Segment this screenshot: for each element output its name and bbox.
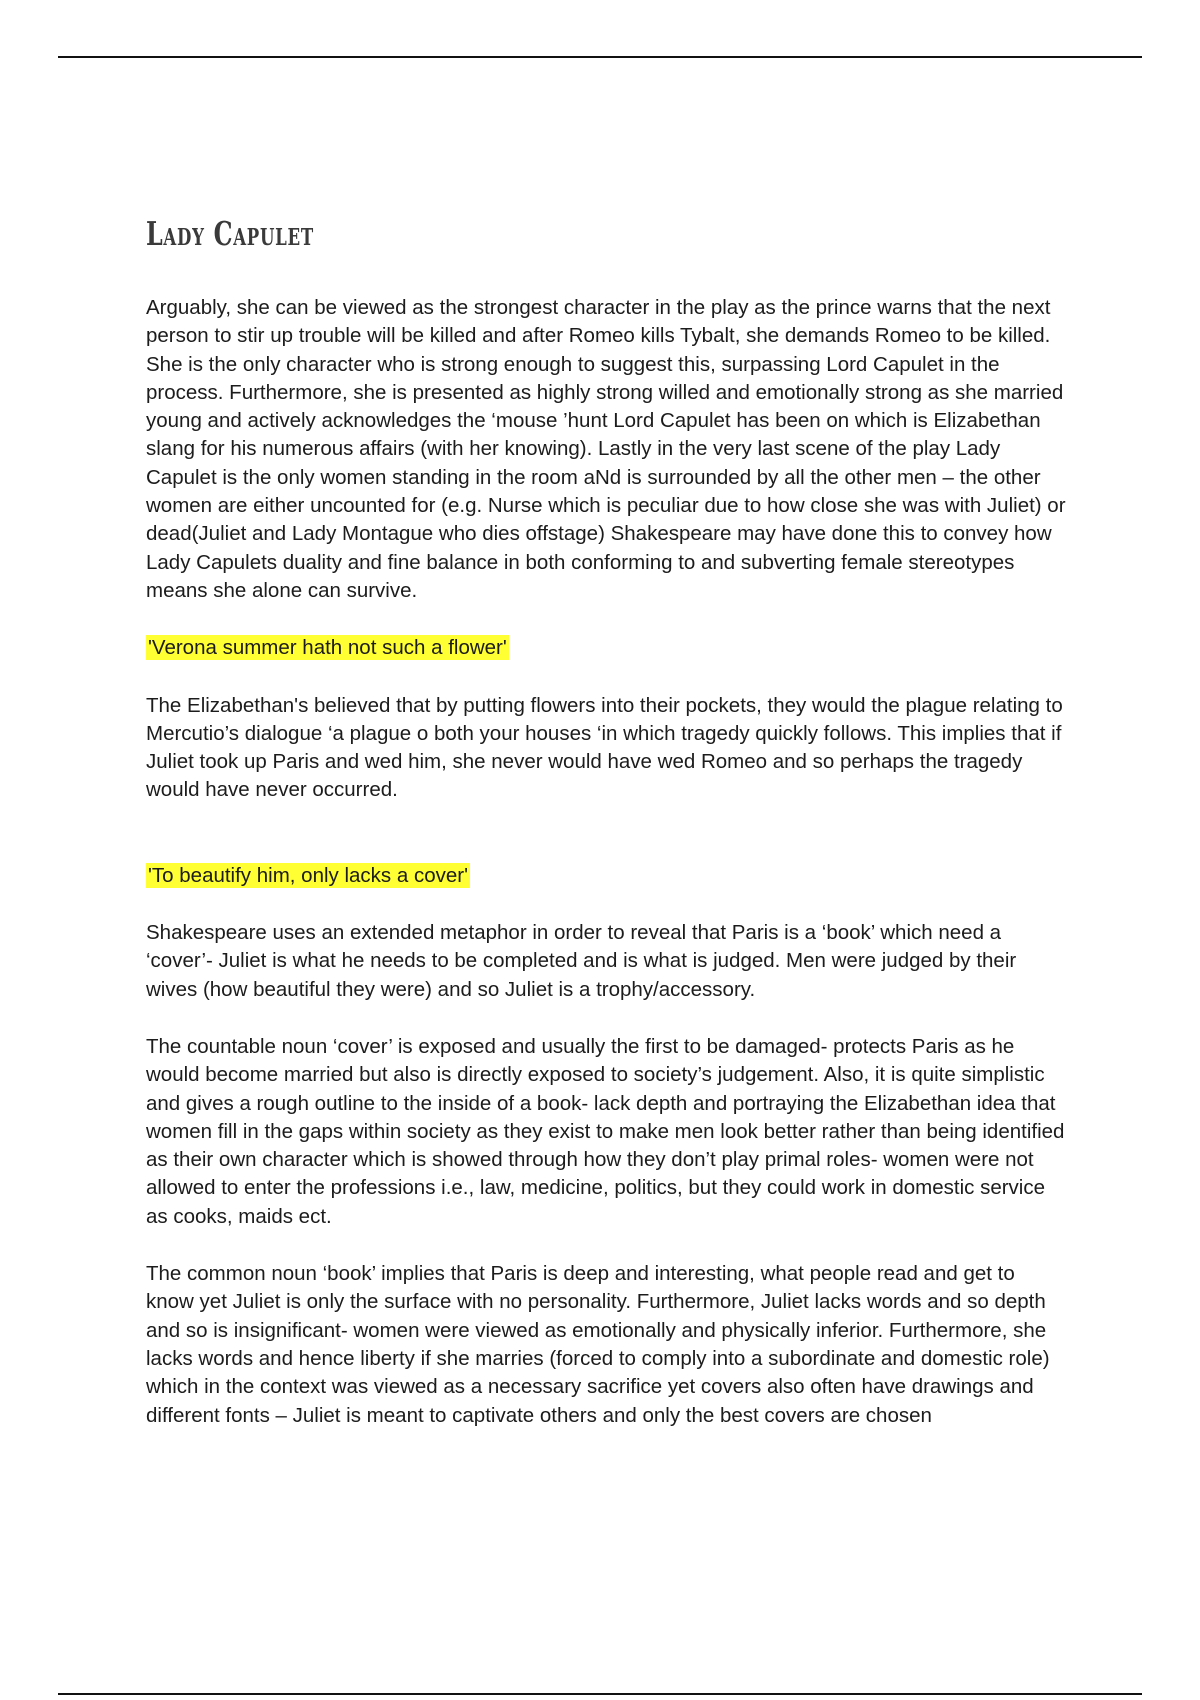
quote-1-analysis: The Elizabethan's believed that by putting flowers into their pockets, they would the plague relating to Mercutio’s dialogue ‘a plague o both your houses ‘in which tragedy quickly follows. This implies that if Juliet took up Paris and wed him, she never would have wed Romeo and so perhaps the tragedy would have never occurred.	[146, 693, 1063, 802]
spacer	[146, 1004, 1066, 1033]
spacer	[146, 1231, 1066, 1260]
quote-2-analysis-2: The countable noun ‘cover’ is exposed and usually the first to be damaged- protects Paris as he would become married but also is directly exposed to society’s judgement. Also, it is quite simplistic and gives a rough outline to the inside of a book- lack depth and portraying the Elizabethan idea that women fill in the gaps within society as they exist to make men look better rather than being identified as their own character which is showed through how they don’t play primal roles- women were not allowed to enter the professions i.e., law, medicine, politics, but they could work in domestic service as cooks, maids ect.	[146, 1034, 1065, 1228]
document-body	[146, 210, 1066, 1430]
bottom-rule	[58, 1693, 1142, 1695]
quote-1-line	[146, 634, 1066, 662]
highlighted-quote-1: 'Verona summer hath not such a flower'	[148, 636, 507, 660]
intro-paragraph: Arguably, she can be viewed as the strongest character in the play as the prince warns that the next person to stir up trouble will be killed and after Romeo kills Tybalt, she demands Romeo to be killed. She is the only character who is strong enough to suggest this, surpassing Lord Capulet in the process. Furthermore, she is presented as highly strong willed and emotionally strong as she married young and actively acknowledges the ‘mouse ’hunt Lord Capulet has been on which is Elizabethan slang for his numerous affairs (with her knowing). Lastly in the very last scene of the play Lady Capulet is the only women standing in the room aNd is surrounded by all the other men – the other women are either uncounted for (e.g. Nurse which is peculiar due to how close she was with Juliet) or dead(Juliet and Lady Montague who dies offstage) Shakespeare may have done this to convey how Lady Capulets duality and fine balance in both conforming to and subverting female stereotypes means she alone can survive.	[146, 296, 1066, 602]
spacer	[146, 890, 1066, 919]
highlighted-quote-2: 'To beautify him, only lacks a cover'	[148, 863, 469, 887]
quote-2-line	[146, 862, 1066, 890]
quote-2-analysis-1: Shakespeare uses an extended metaphor in order to reveal that Paris is a ‘book’ which need a ‘cover’- Juliet is what he needs to be completed and is what is judged. Men were judged by their wives (how beautiful they were) and so Juliet is a trophy/accessory.	[146, 921, 1017, 1001]
spacer	[146, 663, 1066, 692]
top-rule	[58, 56, 1142, 58]
quote-2-analysis-3: The common noun ‘book’ implies that Paris is deep and interesting, what people read and get to know yet Juliet is only the surface with no personality. Furthermore, Juliet lacks words and so depth and so is insignificant- women were viewed as emotionally and physically inferior. Furthermore, she lacks words and hence liberty if she marries (forced to comply into a subordinate and domestic role) which in the context was viewed as a necessary sacrifice yet covers also often have drawings and different fonts – Juliet is meant to captivate others and only the best covers are chosen	[146, 1262, 1050, 1427]
spacer	[146, 805, 1066, 862]
page-title: Lady Capulet	[146, 214, 314, 253]
spacer	[146, 605, 1066, 634]
